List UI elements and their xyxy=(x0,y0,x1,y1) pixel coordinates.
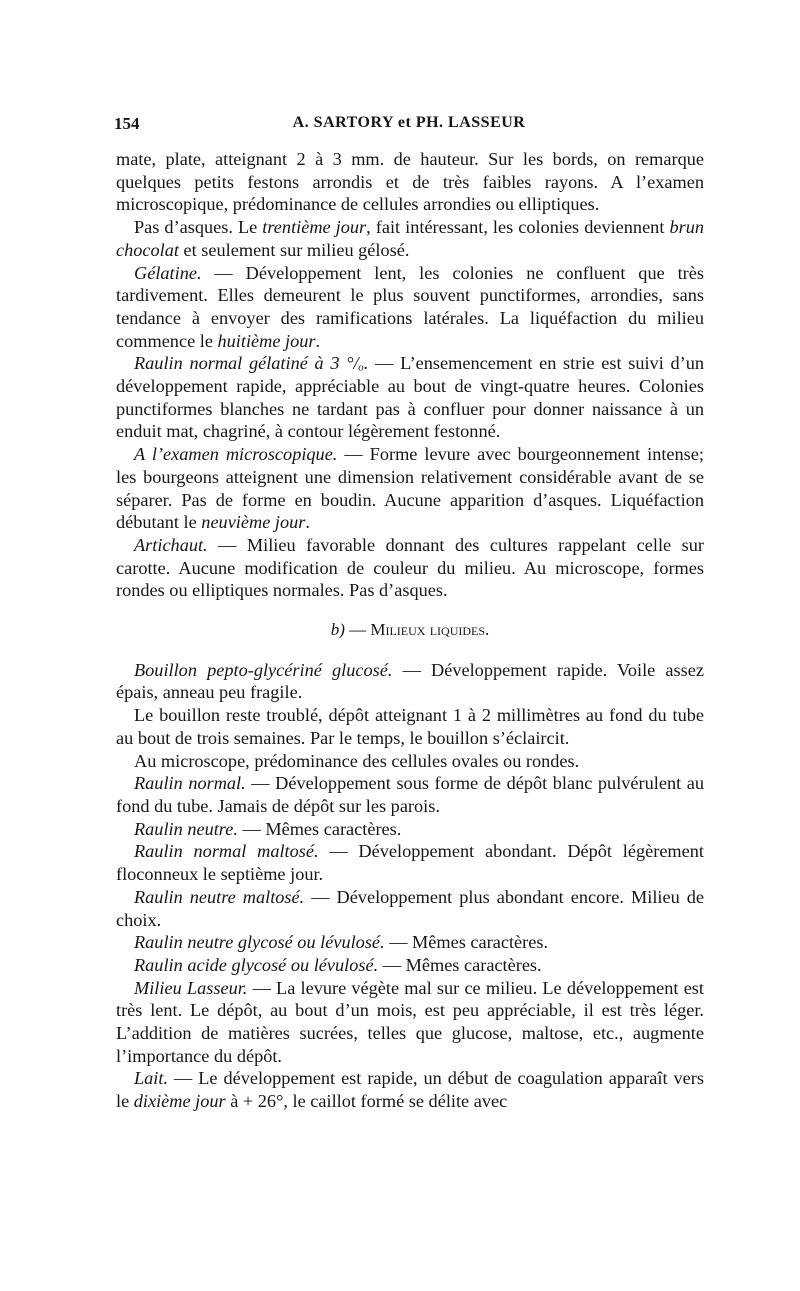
paragraph-asques xyxy=(116,216,704,261)
text-run: — Mêmes caractères. xyxy=(237,818,402,839)
text-run: . xyxy=(315,330,321,351)
body-text xyxy=(116,148,704,1113)
paragraph-heading: Lait. xyxy=(134,1068,169,1089)
text-run: — Forme levure avec bourgeonnement intense; les bourgeons atteignent une dimension relativement considérable avant de se séparer. Pas de forme en boudin. Aucune apparition d’asques. Liquéfaction débutant le xyxy=(116,444,704,533)
paragraph-heading: Raulin normal. xyxy=(134,773,246,794)
paragraph-heading: Raulin neutre glycosé ou lévulosé. xyxy=(134,932,385,953)
emphasis: huitième jour xyxy=(217,330,316,351)
text-run: — Mêmes caractères. xyxy=(384,932,549,953)
text-run: — Développement rapide. Voile assez épais, anneau peu fragile. xyxy=(116,659,704,703)
running-head: A. SARTORY et PH. LASSEUR xyxy=(292,114,526,131)
text-run: — Le développement est rapide, un début de coagulation apparaît vers le xyxy=(116,1068,704,1112)
paragraph-continuation: mate, plate, atteignant 2 à 3 mm. de hauteur. Sur les bords, on remarque quelques petits festons arrondis et de très faibles rayons. A l’examen microscopique, prédominance de cellules arrondies ou elliptiques. xyxy=(116,149,704,215)
text-run: — Milieu favorable donnant des cultures rappelant celle sur carotte. Aucune modification de couleur du milieu. Au microscope, formes rondes ou elliptiques normales. Pas d’asques. xyxy=(116,534,704,601)
paragraph-heading: Raulin neutre. xyxy=(134,818,238,839)
paragraph-heading: Gélatine. xyxy=(134,262,202,283)
text-run: à + 26°, le caillot formé se délite avec xyxy=(225,1091,508,1112)
paragraph-raulin-neutre-maltose xyxy=(116,886,704,931)
text-run: — Mêmes caractères. xyxy=(378,954,542,975)
page-number: 154 xyxy=(114,114,140,133)
emphasis: brun chocolat xyxy=(116,217,704,260)
text-run: — Développement plus abondant encore. Milieu de choix. xyxy=(116,886,704,930)
emphasis: neuvième jour xyxy=(201,512,306,533)
paragraph-bouillon-trouble: Le bouillon reste troublé, dépôt atteignant 1 à 2 millimètres au fond du tube au bout de trois semaines. Par le temps, le bouillon s’éclaircit. xyxy=(116,705,704,748)
paragraph-lait xyxy=(116,1067,704,1112)
section-dash: — xyxy=(344,620,371,640)
text-run: . xyxy=(305,512,310,533)
paragraph-raulin-acide-glycose xyxy=(116,954,704,977)
text-run: — Développement abondant. Dépôt légèrement floconneux le septième jour. xyxy=(116,841,704,885)
paragraph-heading: Raulin neutre maltosé. xyxy=(134,886,305,907)
text-run: , fait intéressant, les colonies deviennent xyxy=(366,217,670,238)
paragraph-milieu-lasseur xyxy=(116,977,704,1068)
emphasis: trentième jour xyxy=(262,217,367,238)
paragraph-raulin-normal-maltose xyxy=(116,840,704,885)
emphasis: dixième jour xyxy=(133,1091,226,1112)
paragraph-gelatine xyxy=(116,262,704,353)
text-run: et seulement sur milieu gélosé. xyxy=(178,239,410,260)
paragraph-heading: Artichaut. xyxy=(134,534,208,555)
paragraph-microscope: Au microscope, prédominance des cellules ovales ou rondes. xyxy=(134,750,580,771)
paragraph-raulin-neutre-glycose xyxy=(116,931,704,954)
text-run: — La levure végète mal sur ce milieu. Le développement est très lent. Le dépôt, au bout d’un mois, est peu appréciable, il est très léger. L’addition de matières sucrées, telles que glucose, maltose, etc., augmente l’importance du dépôt. xyxy=(116,977,704,1066)
paragraph-raulin-gelatine xyxy=(116,352,704,443)
text-run: — Développement lent, les colonies ne confluent que très tardivement. Elles demeurent le plus souvent punctiformes, arrondies, sans tendance à envoyer des ramifications latérales. La liquéfaction du milieu commence le xyxy=(116,262,704,351)
paragraph-heading: Bouillon pepto-glycériné glucosé. xyxy=(134,659,393,680)
section-letter: b) xyxy=(330,620,345,640)
section-title: Milieux liquides. xyxy=(370,620,490,640)
paragraph-raulin-neutre xyxy=(116,818,704,841)
section-heading xyxy=(116,619,704,642)
paragraph-examen-microscopique xyxy=(116,443,704,534)
paragraph-raulin-normal xyxy=(116,772,704,817)
page-header xyxy=(114,114,704,134)
text-run: — L’ensemencement en strie est suivi d’un développement rapide, appréciable au bout de vingt-quatre heures. Colonies punctiformes blanches ne tardant pas à confluer pour donner naissance à un enduit mat, chagriné, à contour légèrement festonné. xyxy=(116,353,704,442)
paragraph-heading: Raulin acide glycosé ou lévulosé. xyxy=(134,954,379,975)
paragraph-heading: Raulin normal gélatiné à 3 °/ₒ. xyxy=(134,353,369,374)
paragraph-bouillon xyxy=(116,659,704,704)
paragraph-artichaut xyxy=(116,534,704,602)
paragraph-heading: A l’examen microscopique. xyxy=(134,444,338,465)
paragraph-heading: Milieu Lasseur. xyxy=(134,977,248,998)
text-run: — Développement sous forme de dépôt blanc pulvérulent au fond du tube. Jamais de dépôt sur les parois. xyxy=(116,773,704,816)
text-run: Pas d’asques. Le xyxy=(134,217,263,238)
paragraph-heading: Raulin normal maltosé. xyxy=(134,841,319,862)
